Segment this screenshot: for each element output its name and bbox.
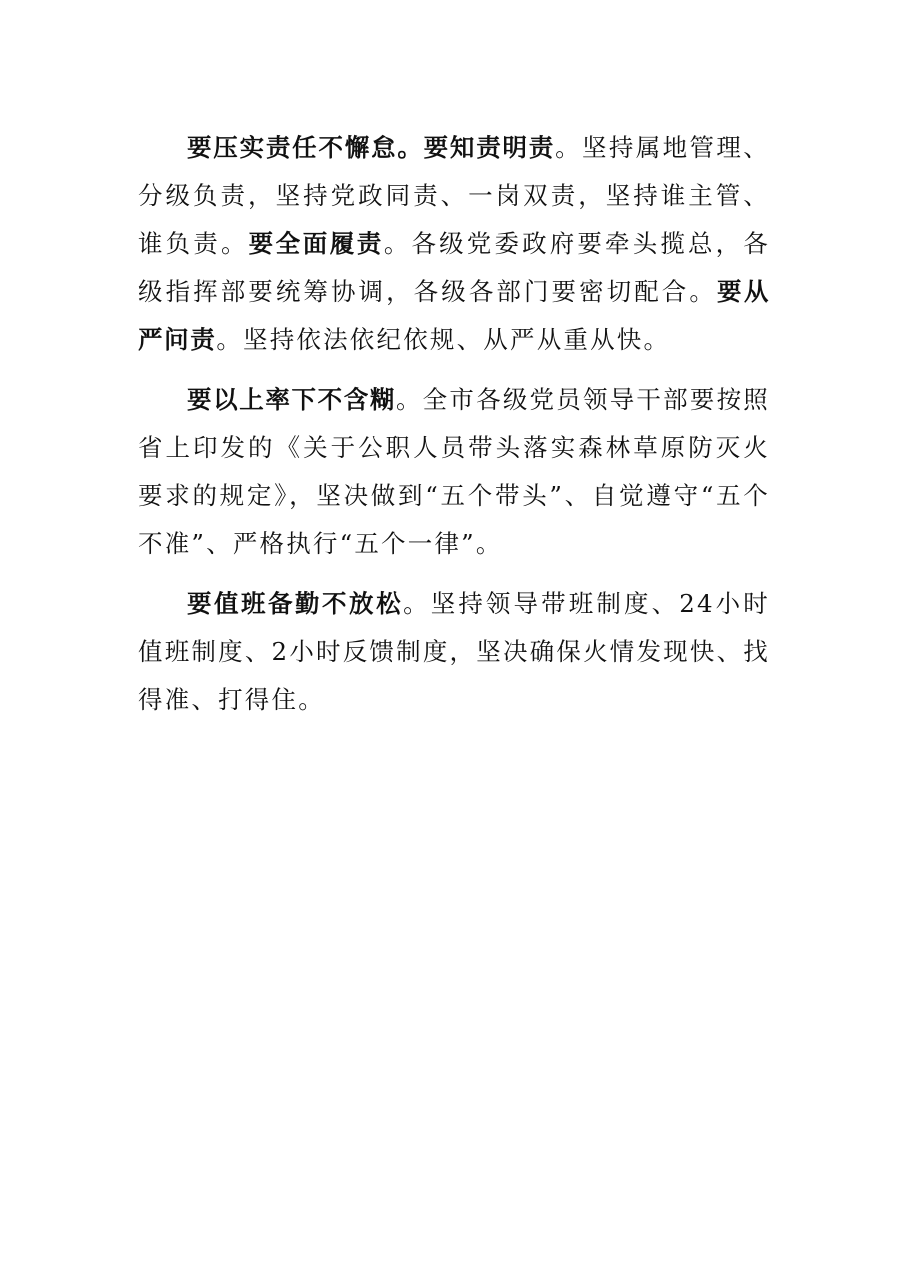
heading-responsibility: 要压实责任不懈怠。 — [187, 133, 424, 162]
body-text: 。坚持领导带班制度、24小时值班制度、2小时反馈制度，坚决确保火情发现快、找得准、打得住。 — [138, 589, 770, 714]
body-text: 。各级党委政府要牵头揽总，各级指挥部要统筹协调，各级各部门要密切配合。 — [138, 229, 770, 306]
heading-duty-shift: 要值班备勤不放松 — [187, 589, 404, 618]
subheading-full-duty: 要全面履责 — [248, 229, 384, 258]
document-body — [138, 124, 770, 736]
subheading-strict-accountability: 要从严问责 — [138, 277, 771, 354]
heading-lead-by-example: 要以上率下不含糊 — [187, 385, 396, 414]
paragraph-lead-by-example — [138, 376, 770, 568]
paragraph-responsibility — [138, 124, 770, 364]
body-text: 。坚持属地管理、分级负责，坚持党政同责、一岗双责，坚持谁主管、谁负责。 — [138, 133, 770, 258]
paragraph-duty-shift — [138, 580, 770, 724]
body-text: 。坚持依法依纪依规、从严从重从快。 — [216, 325, 671, 354]
subheading-know-duty: 要知责明责 — [423, 133, 556, 162]
body-text: 。全市各级党员领导干部要按照省上印发的《关于公职人员带头落实森林草原防灭火要求的规定》，坚决做到“五个带头”、自觉遵守“五个不准”、严格执行“五个一律”。 — [138, 385, 770, 558]
